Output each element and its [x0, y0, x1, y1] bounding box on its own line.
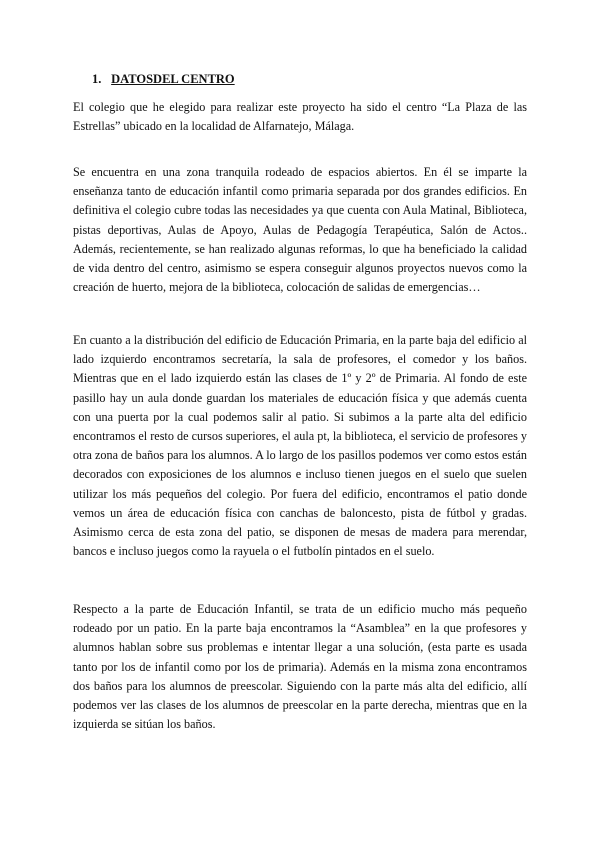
section-number: 1. [92, 72, 102, 86]
paragraph-infant-building: Respecto a la parte de Educación Infantil, se trata de un edificio mucho más pequeño rodeado por un patio. En la parte baja encontramos la “Asamblea” en la que profesores y alumnos hablan sobre sus problemas e intentar llegar a una solución, (esta parte es usada tanto por los de infantil como por los de primaria). Además en la misma zona encontramos dos baños para los alumnos de preescolar. Siguiendo con la parte más alta del edificio, allí podemos ver las clases de los alumnos de preescolar en la parte derecha, mientras que en la izquierda se sitúan los baños. [73, 602, 527, 732]
paragraph-location: Se encuentra en una zona tranquila rodeado de espacios abiertos. En él se imparte la enseñanza tanto de educación infantil como primaria separada por dos grandes edificios. En definitiva el colegio cubre todas las necesidades ya que cuenta con Aula Matinal, Biblioteca, pistas deportivas, Aulas de Apoyo, Aulas de Pedagogía Terapéutica, Salón de Actos.. Además, recientemente, se han realizado algunas reformas, lo que ha beneficiado la calidad de vida dentro del centro, asimismo se espera conseguir algunos proyectos nuevos como la creación de huerto, mejora de la biblioteca, colocación de salidas de emergencias… [73, 165, 527, 295]
paragraph-intro: El colegio que he elegido para realizar este proyecto ha sido el centro “La Plaza de las Estrellas” ubicado en la localidad de Alfarnatejo, Málaga. [73, 100, 527, 134]
paragraph-primary-building: En cuanto a la distribución del edificio de Educación Primaria, en la parte baja del edificio al lado izquierdo encontramos secretaría, la sala de profesores, el comedor y los baños. Mientras que en el lado izquierdo están las clases de 1º y 2º de Primaria. Al fondo de este pasillo hay un aula donde guardan los materiales de educación física y que además cuenta con una puerta por la cual podemos salir al patio. Si subimos a la parte alta del edificio encontramos el resto de cursos superiores, el aula pt, la biblioteca, el servicio de profesores y otra zona de baños para los alumnos. A lo largo de los pasillos podemos ver como estos están decorados con exposiciones de los alumnos e incluso tienen juegos en el suelo que suelen utilizar los más pequeños del colegio. Por fuera del edificio, encontramos el patio donde vemos un área de educación física con canchas de baloncesto, pista de fútbol y gradas. Asimismo cerca de esta zona del patio, se disponen de mesas de madera para merendar, bancos e incluso juegos como la rayuela o el futbolín pintados en el suelo. [73, 333, 528, 559]
section-title: DATOSDEL CENTRO [111, 72, 235, 86]
section-heading [92, 72, 235, 87]
